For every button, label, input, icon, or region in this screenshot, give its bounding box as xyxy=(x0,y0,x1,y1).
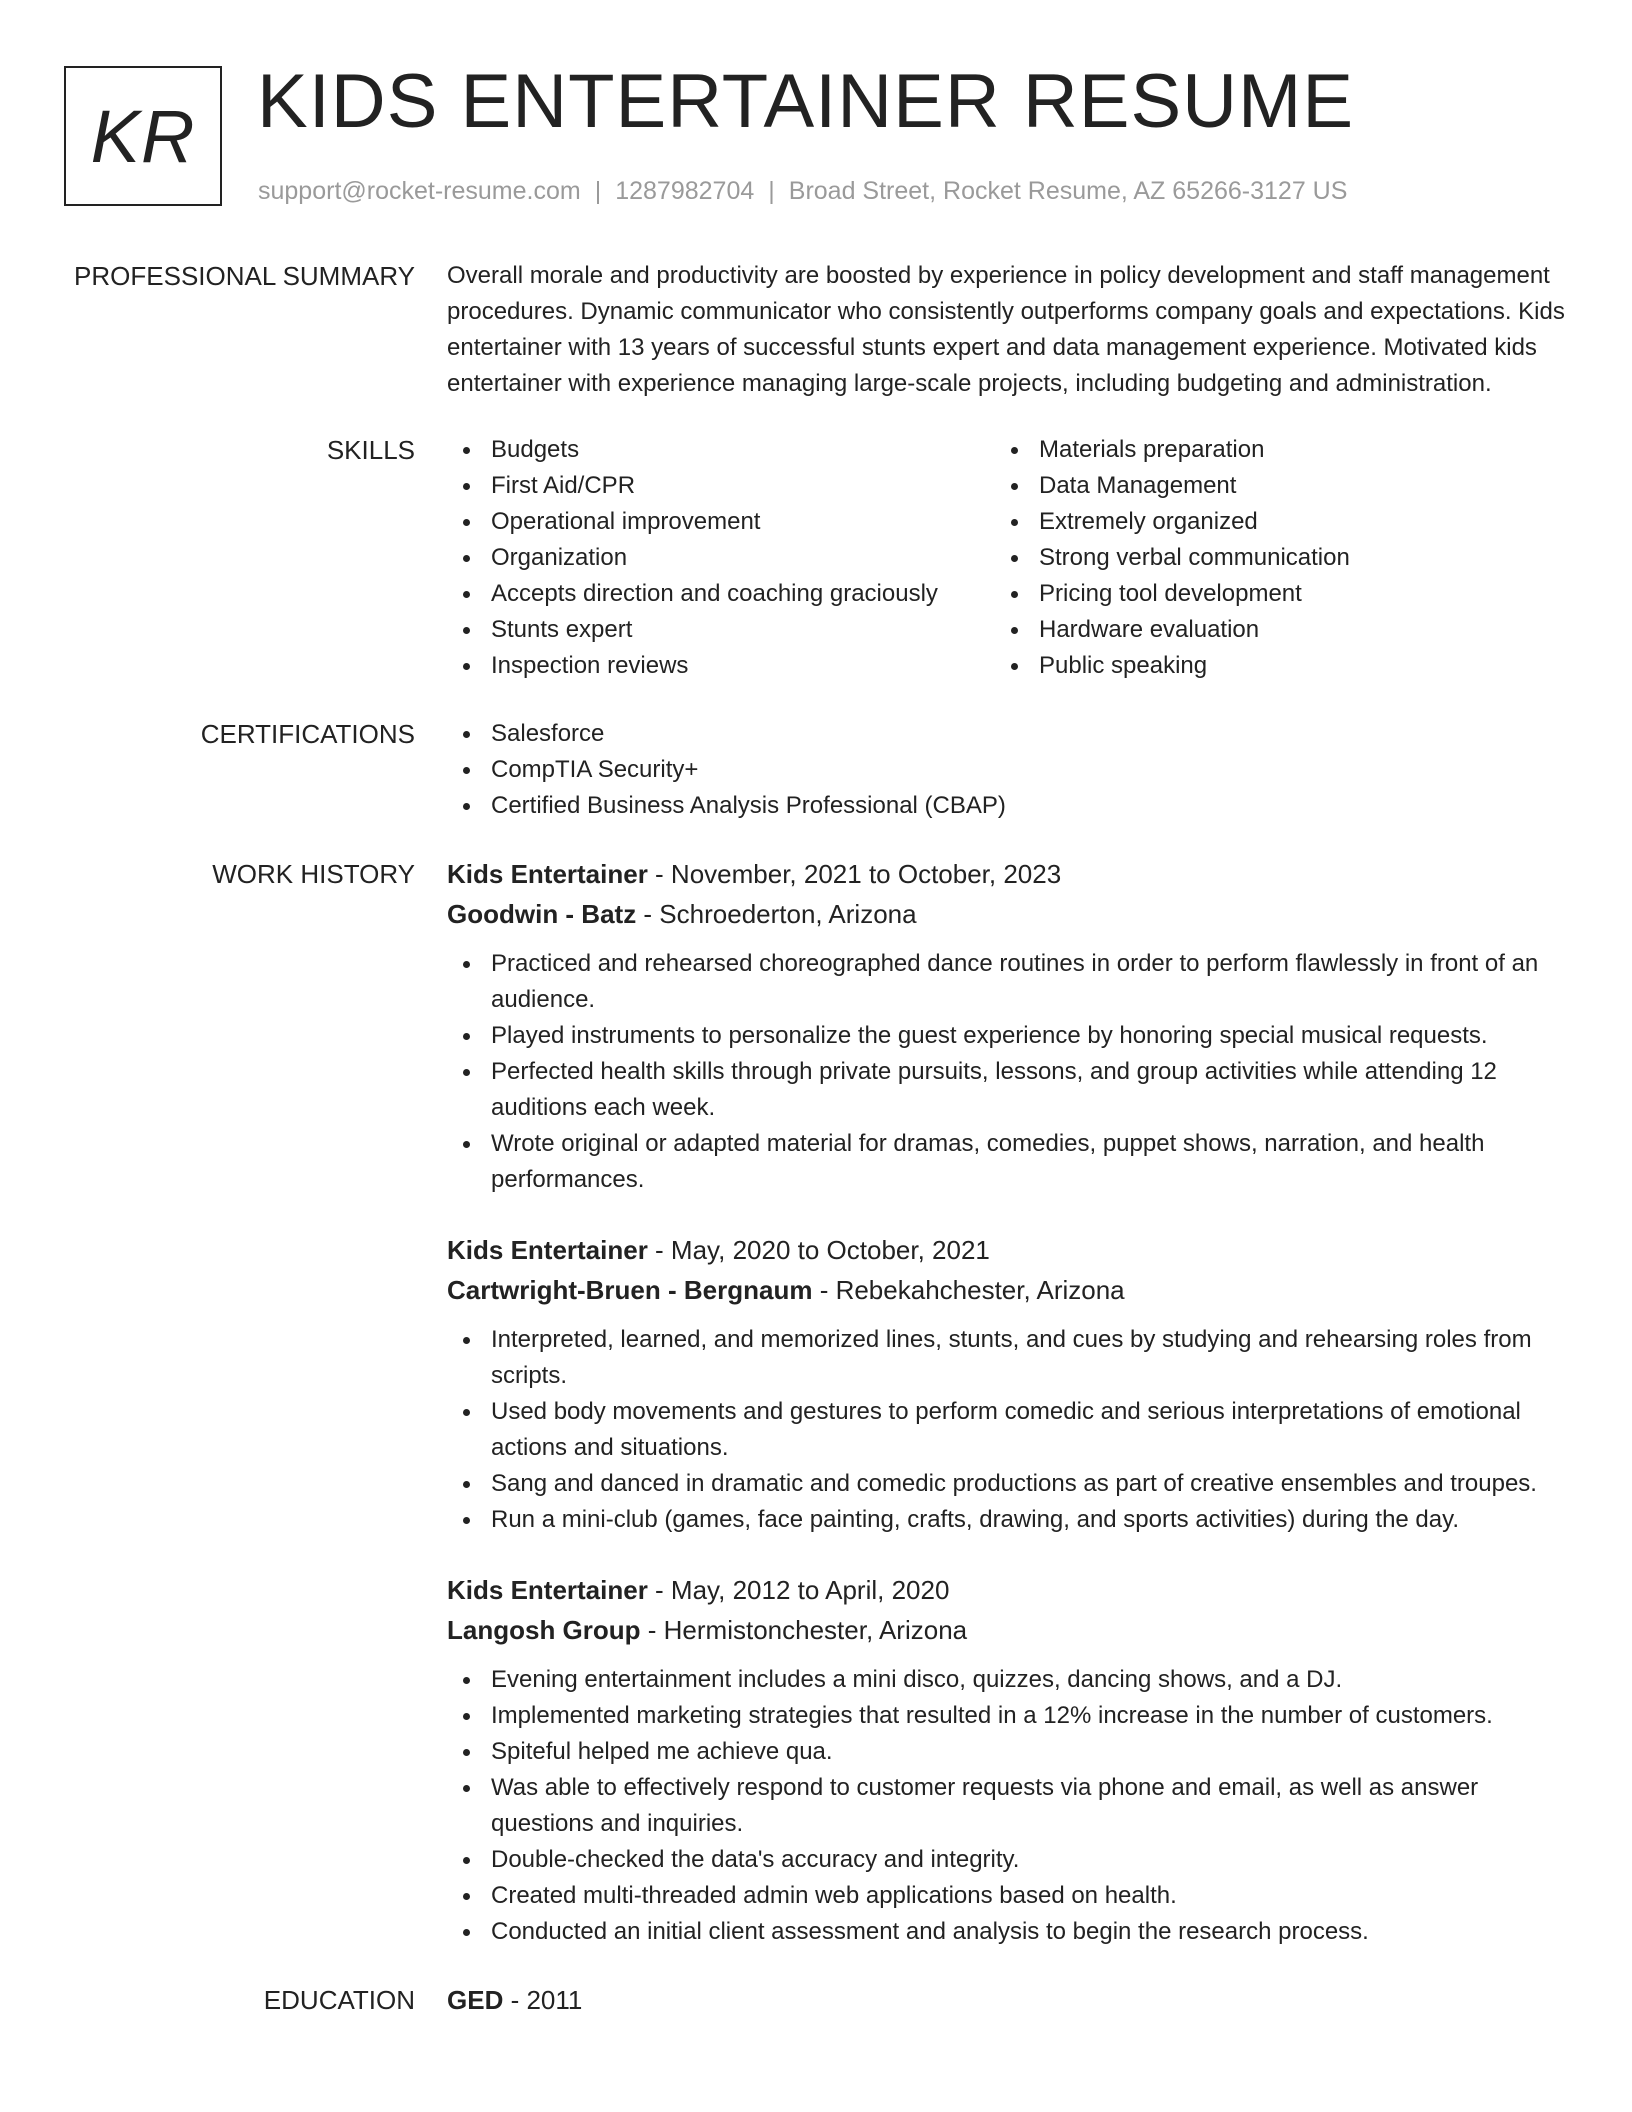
contact-email[interactable]: support@rocket-resume.com xyxy=(258,177,581,205)
skill-item: Hardware evaluation xyxy=(995,612,1543,648)
skills-columns xyxy=(447,432,1577,684)
summary-heading: PROFESSIONAL SUMMARY xyxy=(74,261,415,291)
job-duties-list xyxy=(447,946,1577,1198)
work-history-section xyxy=(0,856,1632,1950)
job-duty-item: Played instruments to personalize the guest experience by honoring special musical requests. xyxy=(447,1018,1577,1054)
skill-item: Stunts expert xyxy=(447,612,995,648)
job-duty-item: Spiteful helped me achieve qua. xyxy=(447,1734,1577,1770)
summary-body xyxy=(447,258,1577,402)
skill-item: Data Management xyxy=(995,468,1543,504)
job-company-line xyxy=(447,1612,1577,1648)
education-degree: GED xyxy=(447,1985,504,2015)
contact-address: Broad Street, Rocket Resume, AZ 65266-3127 US xyxy=(788,177,1348,205)
skill-item: Pricing tool development xyxy=(995,576,1543,612)
education-year: - 2011 xyxy=(503,1985,583,2015)
skill-item: Public speaking xyxy=(995,648,1543,684)
job-duty-item: Created multi-threaded admin web applications based on health. xyxy=(447,1878,1577,1914)
job-entry xyxy=(447,1232,1577,1538)
job-duty-item: Implemented marketing strategies that resulted in a 12% increase in the number of customers. xyxy=(447,1698,1577,1734)
certification-item: CompTIA Security+ xyxy=(447,752,1577,788)
job-duty-item: Perfected health skills through private pursuits, lessons, and group activities while attending 12 auditions each week. xyxy=(447,1054,1577,1126)
job-duty-item: Sang and danced in dramatic and comedic productions as part of creative ensembles and troupes. xyxy=(447,1466,1577,1502)
job-dates: - May, 2020 to October, 2021 xyxy=(647,1235,990,1265)
certification-item: Salesforce xyxy=(447,716,1577,752)
skill-item: Budgets xyxy=(447,432,995,468)
job-company-line xyxy=(447,896,1577,932)
job-location: - Hermistonchester, Arizona xyxy=(640,1615,968,1645)
work-history-heading: WORK HISTORY xyxy=(212,859,415,889)
job-company: Cartwright-Bruen - Bergnaum xyxy=(447,1275,813,1305)
skill-item: First Aid/CPR xyxy=(447,468,995,504)
certifications-list xyxy=(447,716,1577,824)
certifications-heading: CERTIFICATIONS xyxy=(200,719,415,749)
job-duty-item: Interpreted, learned, and memorized lines, stunts, and cues by studying and rehearsing roles from scripts. xyxy=(447,1322,1577,1394)
contact-separator: | xyxy=(768,177,775,205)
job-title: Kids Entertainer xyxy=(447,859,648,889)
job-duty-item: Run a mini-club (games, face painting, crafts, drawing, and sports activities) during the day. xyxy=(447,1502,1577,1538)
education-heading: EDUCATION xyxy=(263,1985,415,2015)
work-history-body xyxy=(447,856,1577,1950)
certifications-section xyxy=(0,716,1632,824)
skills-heading: SKILLS xyxy=(326,435,415,465)
job-dates: - November, 2021 to October, 2023 xyxy=(647,859,1062,889)
skills-list-right xyxy=(995,432,1543,684)
job-company-line xyxy=(447,1272,1577,1308)
job-duty-item: Was able to effectively respond to customer requests via phone and email, as well as answer questions and inquiries. xyxy=(447,1770,1577,1842)
skills-list-left xyxy=(447,432,995,684)
certifications-body xyxy=(447,716,1577,824)
job-entry xyxy=(447,1572,1577,1950)
resume-title: KIDS ENTERTAINER RESUME xyxy=(257,59,1355,144)
skill-item: Inspection reviews xyxy=(447,648,995,684)
skill-item: Strong verbal communication xyxy=(995,540,1543,576)
job-company: Goodwin - Batz xyxy=(447,899,637,929)
job-dates: - May, 2012 to April, 2020 xyxy=(647,1575,950,1605)
job-duties-list xyxy=(447,1322,1577,1538)
skills-section xyxy=(0,432,1632,684)
contact-phone[interactable]: 1287982704 xyxy=(615,177,755,205)
job-title-line xyxy=(447,1572,1577,1608)
skill-item: Organization xyxy=(447,540,995,576)
education-entry xyxy=(447,1982,1577,2018)
contact-line xyxy=(258,174,1347,208)
education-body xyxy=(447,1982,1577,2018)
job-title-line xyxy=(447,1232,1577,1268)
job-duty-item: Evening entertainment includes a mini disco, quizzes, dancing shows, and a DJ. xyxy=(447,1662,1577,1698)
job-title: Kids Entertainer xyxy=(447,1235,648,1265)
job-title: Kids Entertainer xyxy=(447,1575,648,1605)
job-duty-item: Conducted an initial client assessment and analysis to begin the research process. xyxy=(447,1914,1577,1950)
job-title-line xyxy=(447,856,1577,892)
skill-item: Accepts direction and coaching graciously xyxy=(447,576,995,612)
job-location: - Schroederton, Arizona xyxy=(636,899,917,929)
job-duty-item: Double-checked the data's accuracy and integrity. xyxy=(447,1842,1577,1878)
contact-separator: | xyxy=(594,177,602,205)
skill-item: Materials preparation xyxy=(995,432,1543,468)
resume-sections xyxy=(0,258,1632,2018)
certification-item: Certified Business Analysis Professional (CBAP) xyxy=(447,788,1577,824)
summary-section xyxy=(0,258,1632,402)
skill-item: Extremely organized xyxy=(995,504,1543,540)
summary-text: Overall morale and productivity are boosted by experience in policy development and staff management procedures. Dynamic communicator who consistently outperforms company goals and expectations. Kids entertainer with 13 years of successful stunts expert and data management experience. Motivated kids entertainer with experience managing large-scale projects, including budgeting and administration. xyxy=(447,262,1565,397)
job-location: - Rebekahchester, Arizona xyxy=(812,1275,1125,1305)
job-entry xyxy=(447,856,1577,1198)
skill-item: Operational improvement xyxy=(447,504,995,540)
skills-body xyxy=(447,432,1577,684)
job-duties-list xyxy=(447,1662,1577,1950)
job-duty-item: Wrote original or adapted material for dramas, comedies, puppet shows, narration, and health performances. xyxy=(447,1126,1577,1198)
education-section xyxy=(0,1982,1632,2018)
job-duty-item: Practiced and rehearsed choreographed dance routines in order to perform flawlessly in front of an audience. xyxy=(447,946,1577,1018)
job-company: Langosh Group xyxy=(447,1615,641,1645)
job-duty-item: Used body movements and gestures to perform comedic and serious interpretations of emotional actions and situations. xyxy=(447,1394,1577,1466)
monogram-logo: KR xyxy=(64,66,222,206)
